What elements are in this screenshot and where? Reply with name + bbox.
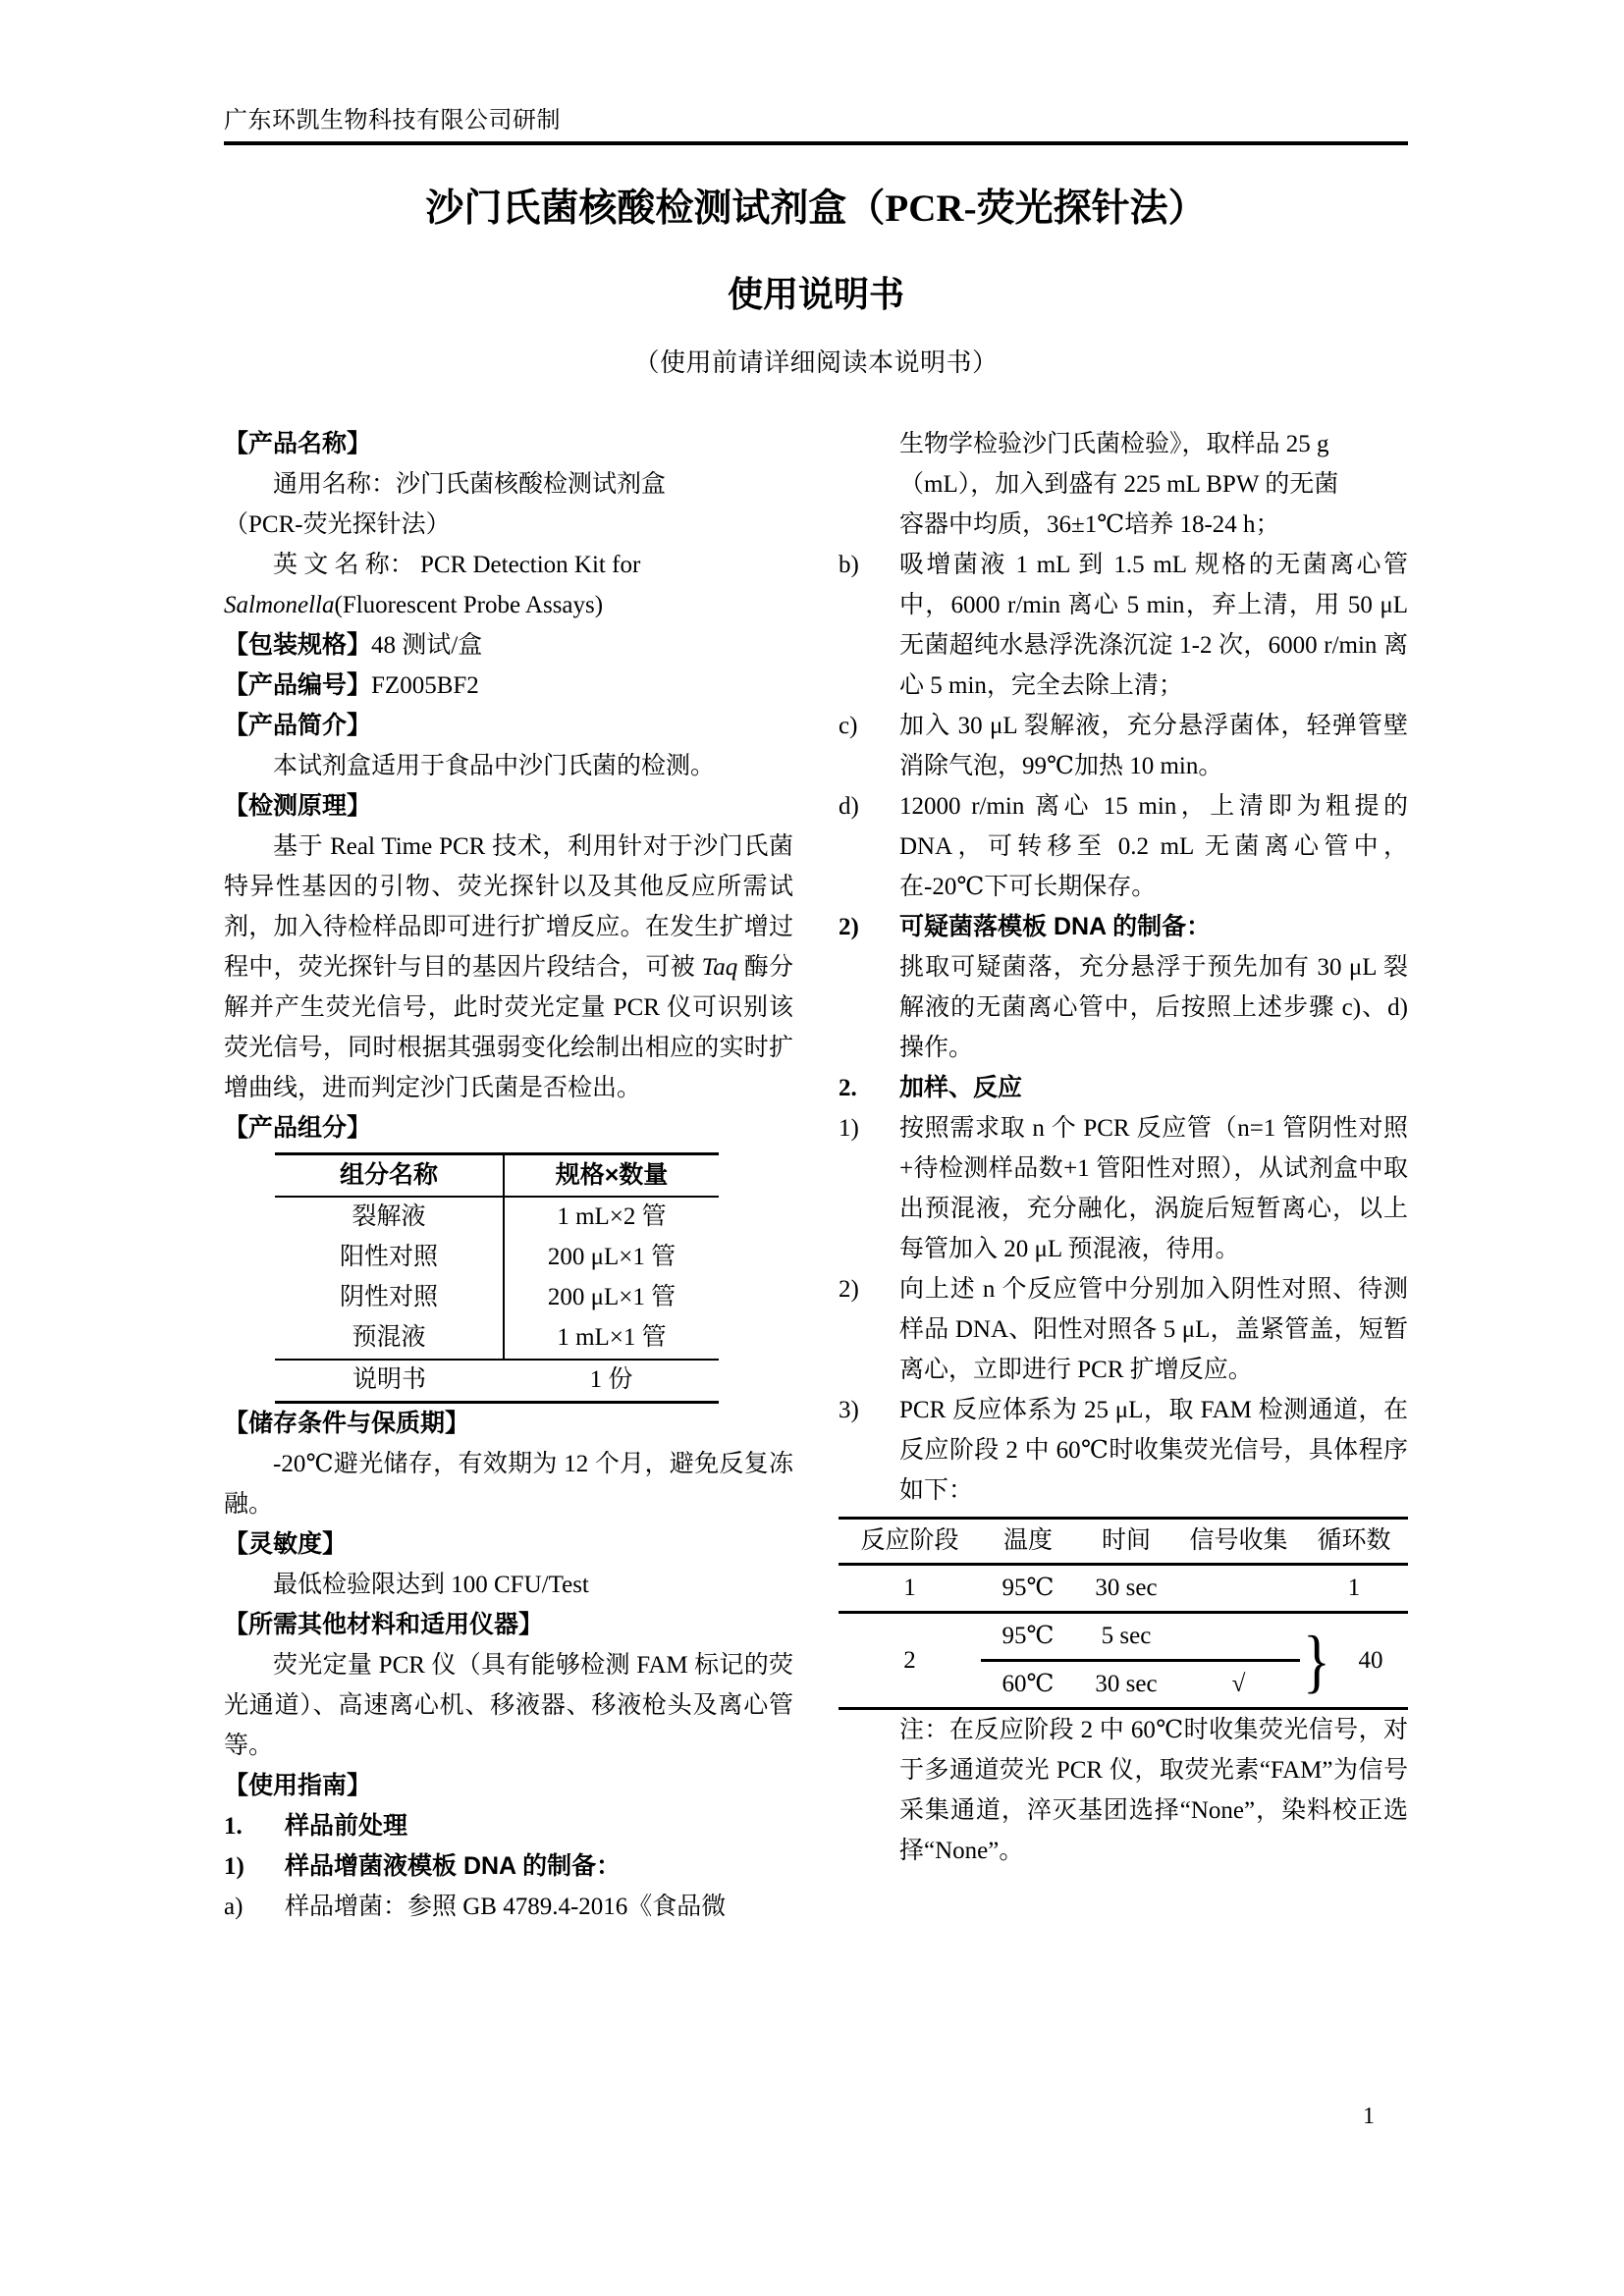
step-text: 加入 30 μL 裂解液，充分悬浮菌体，轻弹管壁消除气泡，99℃加热 10 min。 — [899, 713, 1408, 779]
cell-spec-qty: 200 μL×1 管 — [547, 1244, 677, 1270]
pcr-stage2-row — [839, 1614, 1408, 1707]
product-intro-text: 本试剂盒适用于食品中沙门氏菌的检测。 — [273, 753, 716, 779]
col-header-time: 时间 — [1101, 1527, 1151, 1554]
curly-brace-icon: } — [1303, 1621, 1330, 1700]
cell-stage: 1 — [903, 1575, 916, 1601]
section-title: 加样、反应 — [899, 1074, 1023, 1101]
cell-signal — [1177, 1566, 1300, 1611]
page-title — [224, 182, 1408, 237]
section-sensitivity: 【灵敏度】 — [224, 1530, 348, 1558]
reaction-step-1 — [839, 1108, 1408, 1269]
section-marker: 2. — [839, 1075, 857, 1101]
step-marker: 2) — [839, 1276, 859, 1303]
cell-component-name: 裂解液 — [275, 1197, 504, 1238]
step-text: 样品增菌：参照 GB 4789.4-2016《食品微 — [285, 1894, 727, 1920]
page-number: 1 — [1363, 2104, 1375, 2129]
guide-step-b — [839, 545, 1408, 706]
step-title: 样品前处理 — [285, 1812, 408, 1840]
cell-signal — [1177, 1614, 1300, 1659]
cell-manual-name: 说明书 — [275, 1360, 504, 1403]
pcr-table-header-row — [839, 1520, 1408, 1566]
col-header-component-name: 组分名称 — [275, 1154, 504, 1198]
section-package-spec — [224, 625, 793, 666]
guide-step-2 — [839, 907, 1408, 947]
cell-signal-check: √ — [1231, 1671, 1246, 1697]
section-components: 【产品组分】 — [224, 1114, 372, 1142]
section-storage: 【储存条件与保质期】 — [224, 1410, 470, 1437]
components-table — [275, 1152, 719, 1404]
package-value: 48 测试/盒 — [371, 632, 483, 659]
guide-step-d — [839, 786, 1408, 907]
cell-spec-qty: 1 mL×2 管 — [557, 1203, 667, 1230]
table-row — [275, 1278, 719, 1318]
page-subtitle: 使用说明书 — [727, 274, 904, 314]
sensitivity-text: 最低检验限达到 100 CFU/Test — [273, 1572, 589, 1598]
col-header-stage: 反应阶段 — [860, 1527, 959, 1554]
step-marker: c) — [839, 713, 858, 739]
guide-step-a — [224, 1887, 793, 1927]
pcr-stage2-subrow — [981, 1662, 1300, 1707]
table-footer-row — [275, 1360, 719, 1403]
step-title: 样品增菌液模板 DNA 的制备： — [285, 1852, 622, 1880]
step-marker: b) — [839, 552, 859, 578]
english-name-label: 英 文 名 称： PCR Detection Kit for — [273, 552, 641, 578]
generic-name-line1: 通用名称：沙门氏菌核酸检测试剂盒 — [273, 471, 667, 498]
step-marker: a) — [224, 1894, 244, 1920]
right-column — [839, 424, 1408, 1871]
step-text: PCR 反应体系为 25 μL，取 FAM 检测通道，在反应阶段 2 中 60℃时收集荧光信号，具体程序如下： — [899, 1397, 1408, 1504]
col-header-spec-qty: 规格×数量 — [504, 1154, 719, 1198]
pcr-table-note: 注：在反应阶段 2 中 60℃时收集荧光信号，对于多通道荧光 PCR 仪，取荧光素“FAM”为信号采集通道，淬灭基团选择“None”，染料校正选择“None”。 — [899, 1717, 1408, 1864]
cell-temperature: 95℃ — [1001, 1623, 1055, 1649]
cell-time: 30 sec — [1095, 1671, 1158, 1697]
section-detection-principle: 【检测原理】 — [224, 792, 372, 820]
pcr-program-table — [839, 1517, 1408, 1710]
english-name-rest: (Fluorescent Probe Assays) — [334, 592, 604, 618]
company-line: 广东环凯生物科技有限公司研制 — [224, 108, 561, 133]
cell-manual-qty: 1 份 — [504, 1360, 719, 1403]
cell-time: 5 sec — [1101, 1623, 1152, 1649]
table-row — [275, 1318, 719, 1360]
pcr-stage2-subrow — [981, 1614, 1300, 1662]
step-a-cont-line3: 容器中均质，36±1℃培养 18-24 h； — [899, 511, 1280, 538]
step-marker: d) — [839, 793, 859, 820]
title-block — [224, 182, 1408, 382]
header-divider — [224, 141, 1408, 145]
table-row — [275, 1238, 719, 1278]
taq-italic: Taq — [701, 954, 738, 981]
reaction-step-3 — [839, 1390, 1408, 1511]
guide-step-1 — [224, 1806, 793, 1846]
english-name-second-line — [224, 585, 793, 625]
cell-spec-qty: 1 mL×1 管 — [504, 1318, 719, 1360]
cell-spec-qty: 200 μL×1 管 — [547, 1284, 677, 1310]
english-name — [224, 545, 793, 585]
step-text: 向上述 n 个反应管中分别加入阴性对照、待测样品 DNA、阳性对照各 5 μL，盖紧管盖，短暂离心，立即进行 PCR 扩增反应。 — [899, 1276, 1408, 1383]
package-label: 【包装规格】 — [224, 631, 372, 659]
step-marker: 1. — [224, 1813, 243, 1840]
cell-component-name: 阴性对照 — [275, 1278, 504, 1318]
section-product-name: 【产品名称】 — [224, 430, 372, 457]
step-marker: 3) — [839, 1397, 859, 1423]
pcr-stage2-subrows — [981, 1614, 1300, 1707]
species-name-italic: Salmonella — [224, 592, 335, 618]
guide-step-1-1 — [224, 1846, 793, 1887]
cell-temperature: 60℃ — [1001, 1671, 1055, 1697]
cell-component-name: 阳性对照 — [275, 1238, 504, 1278]
title-cn-part1: 沙门氏菌核酸检测试剂盒（ — [425, 187, 886, 230]
cell-cycles: 40 — [1358, 1646, 1383, 1674]
reaction-step-2 — [839, 1269, 1408, 1390]
title-cn-part2: 荧光探针法） — [976, 187, 1207, 230]
guide-step-c — [839, 706, 1408, 786]
col-header-cycles: 循环数 — [1317, 1527, 1391, 1554]
table-row — [275, 1197, 719, 1238]
table-header-row — [275, 1154, 719, 1198]
cell-component-name: 预混液 — [275, 1318, 504, 1360]
left-column — [224, 424, 793, 1927]
step-a-cont-line2: （mL），加入到盛有 225 mL BPW 的无菌 — [899, 471, 1339, 498]
step-marker: 1) — [839, 1115, 859, 1142]
title-note: （使用前请详细阅读本说明书） — [633, 348, 999, 377]
section-2-sampling — [839, 1068, 1408, 1108]
principle-text — [224, 827, 793, 1108]
step-2-text: 挑取可疑菌落，充分悬浮于预先加有 30 μL 裂解液的无菌离心管中，后按照上述步骤 c)、d)操作。 — [899, 954, 1408, 1061]
storage-text: -20℃避光储存，有效期为 12 个月，避免反复冻融。 — [224, 1451, 793, 1518]
section-required-materials: 【所需其他材料和适用仪器】 — [224, 1611, 544, 1638]
step-text: 按照需求取 n 个 PCR 反应管（n=1 管阴性对照+待检测样品数+1 管阳性对照），从试剂盒中取出预混液，充分融化，涡旋后短暂离心，以上每管加入 20 μL 预混液，待用。 — [899, 1115, 1408, 1262]
section-usage-guide: 【使用指南】 — [224, 1772, 372, 1799]
cell-temperature: 95℃ — [1001, 1575, 1055, 1601]
step-text: 12000 r/min 离心 15 min，上清即为粗提的 DNA，可转移至 0.2 mL 无菌离心管中，在-20℃下可长期保存。 — [899, 793, 1408, 900]
title-latin-part: PCR- — [885, 187, 977, 230]
step-a-cont-line1: 生物学检验沙门氏菌检验》，取样品 25 g — [899, 431, 1329, 457]
step-text: 吸增菌液 1 mL 到 1.5 mL 规格的无菌离心管中，6000 r/min 离心 5 min，弃上清，用 50 μL 无菌超纯水悬浮洗涤沉淀 1-2 次，6000 r/min 离心 5 min，完全去除上清； — [899, 552, 1408, 699]
section-product-intro: 【产品简介】 — [224, 712, 372, 739]
pcr-stage1-row — [839, 1566, 1408, 1614]
product-no-label: 【产品编号】 — [224, 671, 372, 699]
step-marker: 2) — [839, 914, 859, 940]
page-header — [224, 106, 1408, 145]
col-header-temperature: 温度 — [1002, 1527, 1053, 1554]
cell-stage: 2 — [903, 1646, 916, 1674]
step-title: 可疑菌落模板 DNA 的制备： — [899, 913, 1212, 940]
section-product-number — [224, 666, 793, 706]
cell-cycles: 1 — [1347, 1575, 1361, 1601]
principle-part2: 酶分解并产生荧光信号，此时荧光定量 PCR 仪可识别该荧光信号，同时根据其强弱变化绘制出相应的实时扩增曲线，进而判定沙门氏菌是否检出。 — [224, 954, 793, 1101]
cell-time: 30 sec — [1095, 1575, 1158, 1601]
materials-text: 荧光定量 PCR 仪（具有能够检测 FAM 标记的荧光通道）、高速离心机、移液器、移液枪头及离心管等。 — [224, 1652, 793, 1759]
step-marker: 1) — [224, 1853, 244, 1880]
col-header-signal-collection: 信号收集 — [1189, 1527, 1288, 1554]
product-no-value: FZ005BF2 — [371, 672, 479, 699]
generic-name-line2: （PCR-荧光探针法） — [224, 511, 451, 538]
principle-part1: 基于 Real Time PCR 技术，利用针对于沙门氏菌特异性基因的引物、荧光探针以及其他反应所需试剂，加入待检样品即可进行扩增反应。在发生扩增过程中，荧光探针与目的基因片段结合，可被 — [224, 833, 793, 981]
